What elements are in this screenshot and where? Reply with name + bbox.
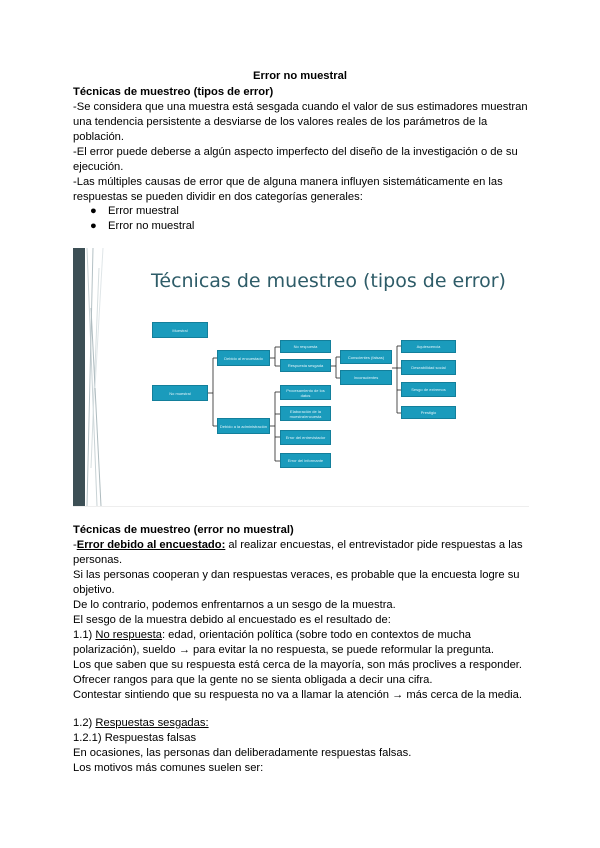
- paragraph-line: ejecución.: [73, 161, 124, 173]
- term-no-respuesta: No respuesta: [95, 629, 162, 641]
- paragraph-line: Si las personas cooperan y dan respuestas veraces, es probable que la encuesta logre su: [73, 569, 520, 581]
- paragraph-line: [73, 628, 471, 643]
- list-item-label: Error muestral: [108, 205, 179, 217]
- paragraph-line: polarización), sueldo → para evitar la no respuesta, se puede reformular la pregunta.: [73, 644, 495, 656]
- paragraph-line: [73, 716, 209, 731]
- list-item: [90, 204, 179, 219]
- paragraph-line: En ocasiones, las personas dan deliberadamente respuestas falsas.: [73, 747, 412, 759]
- term-error-encuestado: Error debido al encuestado:: [76, 539, 226, 551]
- diagram-box-muestral: Muestral: [152, 322, 208, 338]
- item-number: 1.1): [73, 629, 96, 641]
- diagram-box-inconscientes: Inconscientes: [340, 370, 392, 385]
- paragraph-line: De lo contrario, podemos enfrentarnos a un sesgo de la muestra.: [73, 599, 396, 611]
- diagram-box-error-informante: Error del informante: [280, 453, 331, 468]
- diagram-box-aquiescencia: Aquiescencia: [401, 340, 456, 353]
- diagram-box-debido-encuestado: Debido al encuestado: [217, 350, 270, 366]
- diagram-box-elaboracion: Elaboración de la muestra/encuesta: [280, 406, 331, 421]
- list-item: [90, 219, 194, 234]
- doc-title: Error no muestral: [253, 70, 347, 82]
- diagram-box-error-entrevistador: Error del entrevistador: [280, 430, 331, 445]
- paragraph-line: 1.2.1) Respuestas falsas: [73, 732, 197, 744]
- term-respuestas-sesgadas: Respuestas sesgadas:: [95, 717, 209, 729]
- term-text: : edad, orientación política (sobre todo en contextos de mucha: [161, 629, 472, 641]
- diagram-box-procesamiento: Procesamiento de los datos: [280, 385, 331, 400]
- slide-image: [73, 248, 529, 507]
- paragraph-line: Los que saben que su respuesta está cerca de la mayoría, son más proclives a responder.: [73, 659, 523, 671]
- dash: -: [73, 539, 77, 551]
- paragraph-line: Ofrecer rangos para que la gente no se sienta obligada a decir una cifra.: [73, 674, 433, 686]
- diagram-box-no-muestral: No muestral: [152, 385, 208, 401]
- bullet-icon: ●: [90, 205, 97, 217]
- diagram-box-debido-administracion: Debido a la administración: [217, 418, 270, 434]
- paragraph-line: personas.: [73, 554, 123, 566]
- paragraph-line: una tendencia persistente a desviarse de los valores reales de los parámetros de la: [73, 116, 488, 128]
- diagram-box-sesgo-extremos: Sesgo de extremos: [401, 382, 456, 397]
- paragraph-line: [73, 538, 523, 553]
- paragraph-line: respuestas se pueden dividir en dos categorías generales:: [73, 191, 363, 203]
- paragraph-line: -Se considera que una muestra está sesgada cuando el valor de sus estimadores muestran: [73, 101, 528, 113]
- section-heading-tipos-error: Técnicas de muestreo (tipos de error): [73, 86, 274, 98]
- diagram-box-respuesta-sesgada: Respuesta sesgada: [280, 359, 331, 372]
- paragraph-line: Contestar sintiendo que su respuesta no va a llamar la atención → más cerca de la media.: [73, 689, 522, 701]
- diagram-box-deseabilidad: Deseabilidad social: [401, 360, 456, 375]
- paragraph-line: -El error puede deberse a algún aspecto imperfecto del diseño de la investigación o de su: [73, 146, 518, 158]
- slide-title: Técnicas de muestreo (tipos de error): [151, 270, 506, 292]
- list-item-label: Error no muestral: [108, 220, 195, 232]
- diagram-box-conscientes: Conscientes (falsas): [340, 350, 392, 364]
- paragraph-line: objetivo.: [73, 584, 115, 596]
- paragraph-line: población.: [73, 131, 125, 143]
- paragraph-line: El sesgo de la muestra debido al encuestado es el resultado de:: [73, 614, 391, 626]
- diagram-box-prestigio: Prestigio: [401, 406, 456, 419]
- term-text: al realizar encuestas, el entrevistador pide respuestas a las: [225, 539, 523, 551]
- paragraph-line: Los motivos más comunes suelen ser:: [73, 762, 264, 774]
- section-heading-error-no-muestral: Técnicas de muestreo (error no muestral): [73, 524, 294, 536]
- bullet-icon: ●: [90, 220, 97, 232]
- item-number: 1.2): [73, 717, 96, 729]
- paragraph-line: -Las múltiples causas de error que de alguna manera influyen sistemáticamente en las: [73, 176, 503, 188]
- diagram-box-no-respuesta: No respuesta: [280, 340, 331, 353]
